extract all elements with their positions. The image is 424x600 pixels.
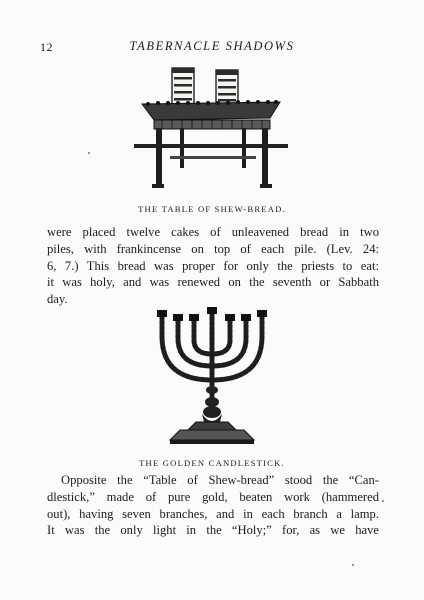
shewbread-table-illustration	[132, 62, 290, 194]
paragraph-line: 6, 7.) This bread was proper for only the priests to eat:	[47, 258, 379, 273]
figure-caption-shewbread: THE TABLE OF SHEW-BREAD.	[138, 204, 286, 214]
paragraph-line: it was holy, and was renewed on the seventh or Sabbath	[47, 275, 379, 290]
paragraph-line: out), having seven branches, and in each branch a lamp.	[47, 506, 379, 521]
bread-stack-right	[216, 70, 238, 104]
paragraph-line: day.	[47, 292, 68, 307]
table-top	[142, 102, 280, 120]
candlestick-base	[170, 422, 254, 444]
carrying-pole	[134, 144, 288, 148]
paragraph-candlestick	[47, 472, 379, 539]
golden-candlestick-illustration	[150, 306, 274, 448]
running-title: TABERNACLE SHADOWS	[129, 39, 295, 53]
paper-speck	[352, 564, 354, 566]
paper-speck	[382, 500, 384, 502]
paragraph-shewbread	[47, 224, 379, 308]
figure-caption-candlestick: THE GOLDEN CANDLESTICK.	[139, 458, 285, 468]
bread-stack-left	[172, 68, 194, 104]
paragraph-line: It was the only light in the “Holy;” for, as we have	[47, 523, 379, 538]
paper-speck	[88, 152, 90, 154]
paragraph-line: piles, with frankincense on top of each pile. (Lev. 24:	[47, 241, 379, 256]
paragraph-line: were placed twelve cakes of unleavened bread in two	[47, 225, 379, 239]
paragraph-line: Opposite the “Table of Shew-bread” stood the “Can-	[61, 473, 379, 487]
paragraph-line: dlestick,” made of pure gold, beaten work (hammered	[47, 489, 379, 504]
page-number: 12	[40, 40, 53, 54]
